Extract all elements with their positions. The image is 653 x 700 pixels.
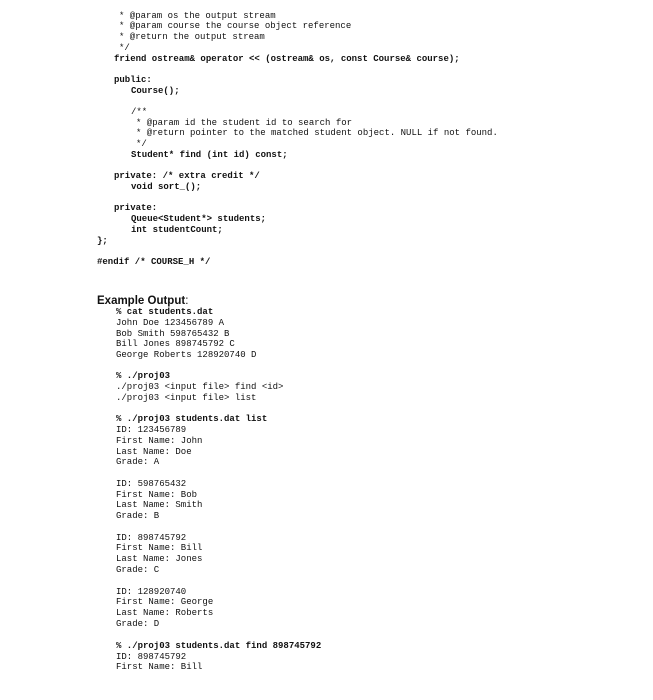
doc-param-os: * @param os the output stream <box>119 11 276 21</box>
record-1-grade: Grade: A <box>116 457 160 467</box>
find-decl: Student* find (int id) const; <box>131 150 288 160</box>
find-result-first: First Name: Bill <box>116 662 203 672</box>
sort-decl: void sort_(); <box>131 182 202 192</box>
public-label: public: <box>114 75 152 85</box>
queue-decl: Queue<Student*> students; <box>131 214 267 224</box>
student-count-decl: int studentCount; <box>131 225 223 235</box>
example-output-heading <box>97 294 188 308</box>
doc-close-2: */ <box>136 139 147 149</box>
record-3-grade: Grade: C <box>116 565 160 575</box>
find-command: % ./proj03 students.dat find 898745792 <box>116 641 322 651</box>
doc-close: */ <box>119 43 130 53</box>
student-line-4: George Roberts 128920740 D <box>116 350 257 360</box>
student-line-3: Bill Jones 898745792 C <box>116 339 235 349</box>
record-4-first: First Name: George <box>116 597 214 607</box>
constructor-decl: Course(); <box>131 86 180 96</box>
student-line-2: Bob Smith 598765432 B <box>116 329 230 339</box>
doc-return-pointer: * @return pointer to the matched student object. NULL if not found. <box>136 128 498 138</box>
record-1-last: Last Name: Doe <box>116 447 192 457</box>
class-close: }; <box>97 236 108 246</box>
record-4-last: Last Name: Roberts <box>116 608 214 618</box>
record-2-grade: Grade: B <box>116 511 160 521</box>
record-4-id: ID: 128920740 <box>116 587 187 597</box>
doc-return-stream: * @return the output stream <box>119 32 265 42</box>
endif-directive: #endif /* COURSE_H */ <box>97 257 211 267</box>
heading-colon: : <box>185 295 189 307</box>
record-2-id: ID: 598765432 <box>116 479 187 489</box>
record-3-id: ID: 898745792 <box>116 533 187 543</box>
private-label: private: <box>114 203 158 213</box>
record-1-id: ID: 123456789 <box>116 425 187 435</box>
record-2-first: First Name: Bob <box>116 490 198 500</box>
friend-operator-decl: friend ostream& operator << (ostream& os, const Course& course); <box>114 54 460 64</box>
private-extra-credit-label: private: /* extra credit */ <box>114 171 260 181</box>
example-output-label: Example Output <box>97 295 186 307</box>
doc-open: /** <box>131 107 148 117</box>
record-3-last: Last Name: Jones <box>116 554 203 564</box>
doc-param-id: * @param id the student id to search for <box>136 118 353 128</box>
cat-command: % cat students.dat <box>116 307 214 317</box>
record-4-grade: Grade: D <box>116 619 160 629</box>
record-2-last: Last Name: Smith <box>116 500 203 510</box>
usage-list: ./proj03 <input file> list <box>116 393 257 403</box>
doc-param-course: * @param course the course object reference <box>119 21 352 31</box>
find-result-id: ID: 898745792 <box>116 652 187 662</box>
record-3-first: First Name: Bill <box>116 543 203 553</box>
record-1-first: First Name: John <box>116 436 203 446</box>
list-command: % ./proj03 students.dat list <box>116 414 268 424</box>
run-command: % ./proj03 <box>116 371 171 381</box>
student-line-1: John Doe 123456789 A <box>116 318 225 328</box>
usage-find: ./proj03 <input file> find <id> <box>116 382 284 392</box>
